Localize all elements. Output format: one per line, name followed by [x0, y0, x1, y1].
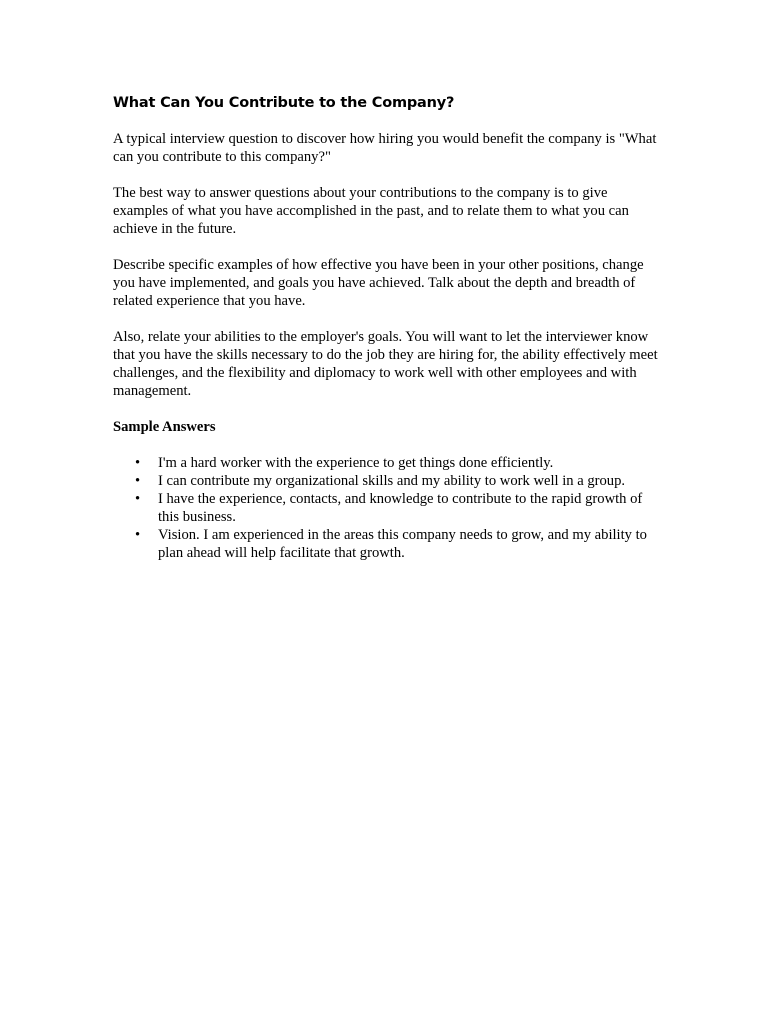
sample-answers-heading: Sample Answers — [113, 419, 216, 435]
list-item — [113, 490, 658, 526]
bullet-icon: • — [135, 527, 141, 543]
list-item-text: Vision. I am experienced in the areas this company needs to grow, and my ability to plan ahead will help facilitate that growth. — [158, 527, 647, 561]
paragraph-intro: A typical interview question to discover how hiring you would benefit the company is "What can you contribute to this company?" — [113, 131, 657, 165]
paragraph-best-way: The best way to answer questions about your contributions to the company is to give examples of what you have accomplished in the past, and to relate them to what you can achieve in the future. — [113, 185, 629, 237]
sample-answers-list — [113, 454, 658, 562]
bullet-icon: • — [135, 455, 141, 471]
bullet-icon: • — [135, 491, 141, 507]
list-item-text: I'm a hard worker with the experience to get things done efficiently. — [158, 455, 554, 471]
document-page — [113, 93, 658, 562]
document-title: What Can You Contribute to the Company? — [113, 95, 455, 111]
list-item — [113, 454, 658, 472]
list-item — [113, 472, 658, 490]
list-item — [113, 526, 658, 562]
bullet-icon: • — [135, 473, 141, 489]
paragraph-describe-examples: Describe specific examples of how effective you have been in your other positions, change you have implemented, and goals you have achieved. Talk about the depth and breadth of related experience that you have. — [113, 257, 644, 309]
paragraph-relate-abilities: Also, relate your abilities to the employer's goals. You will want to let the interviewer know that you have the skills necessary to do the job they are hiring for, the ability effectively meet challenges, and the flexibility and diplomacy to work well with other employees and with management. — [113, 329, 658, 399]
list-item-text: I have the experience, contacts, and knowledge to contribute to the rapid growth of this business. — [158, 491, 643, 525]
list-item-text: I can contribute my organizational skills and my ability to work well in a group. — [158, 473, 626, 489]
